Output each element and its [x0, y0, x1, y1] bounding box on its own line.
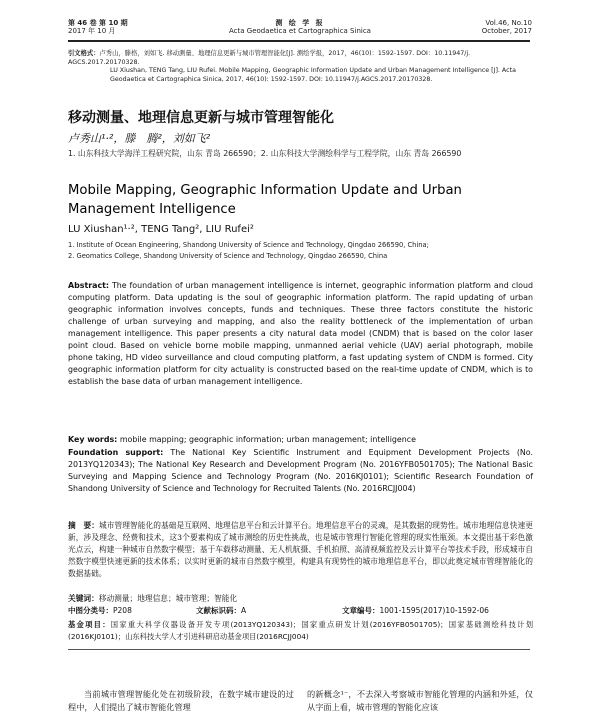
keywords-cn [68, 593, 533, 605]
foundation-en-label: Foundation support: [68, 448, 164, 457]
abstract-en [68, 280, 533, 388]
body-right-column: 的新概念¹⁻，不去深入考察城市智能化管理的内涵和外延，仅从字面上看，城市管理的智能化应该 [307, 689, 533, 712]
issue-date: 2017 年 10 月 [68, 27, 116, 35]
affiliation-en-2: 2. Geomatics College, Shandong University of Science and Technology, Qingdao 266590, China [68, 252, 388, 260]
article-label: 文章编号： [342, 606, 380, 615]
abstract-cn-label: 摘 要： [68, 521, 100, 530]
abstract-cn [68, 520, 533, 580]
body-left-column: 当前城市管理智能化处在初级阶段，在数字城市建设的过程中，人们提出了城市智能化管理 [68, 689, 294, 712]
citation-en: LU Xiushan, TENG Tang, LIU Rufei. Mobile Mapping, Geographic Information Update and Urban Management Intelligence [J]. Acta Geodaetica et Cartographica Sinica, 2017, 46(10): 1592-1597. DOI: 10.11947/j.AGCS.2017.20170328. [110, 67, 516, 83]
doc-value: A [241, 606, 247, 615]
citation-block [68, 50, 533, 84]
affiliation-en-1: 1. Institute of Ocean Engineering, Shandong University of Science and Technology, Qingdao 266590, China; [68, 241, 429, 249]
clc-label: 中图分类号： [68, 606, 113, 615]
title-en: Mobile Mapping, Geographic Information Update and Urban Management Intelligence [68, 183, 462, 217]
title-cn: 移动测量、地理信息更新与城市管理智能化 [68, 110, 334, 126]
keywords-en [68, 434, 533, 446]
article-value: 1001-1595(2017)10-1592-06 [379, 606, 489, 615]
affiliations-en [68, 240, 538, 262]
abstract-en-label: Abstract: [68, 281, 110, 290]
keywords-cn-label: 关键词： [68, 594, 99, 603]
abstract-cn-text: 城市管理智能化的基础是互联网、地理信息平台和云计算平台。地理信息平台的灵魂，是其数据的现势性。城市地理信息快速更新，涉及理念、经费和技术，这3个要素构成了城市测绘的历史性挑战，也是城市管理行智能化管理的现实性瓶颈。本文提出基于彩色激光点云，构建一种城市自然数字模型；基于车载移动测量、无人机航摄、手机拍照、高清视频监控及云计算平台等技术手段，形成城市自然数字模型快速更新的技术体系；以实时更新的城市自然数字模型，构建具有现势性的城市地理信息平台，即以此奠定城市管理智能化的数据基础。 [68, 521, 533, 578]
journal-name-en: Acta Geodaetica et Cartographica Sinica [229, 27, 371, 35]
document-code [196, 606, 246, 616]
abstract-en-text: The foundation of urban management intelligence is internet, geographic information platform and cloud computing platform. Data updating is the soul of geographic information platform. The rapid updating of urban geographic information involves concepts, funds and techniques. These three factors constitute the historic challenge of urban surveying and mapping, and also the reality bottleneck of the implementation of urban management intelligence. This paper presents a city natural data model (CNDM) that is based on the color laser point cloud. Based on vehicle borne mobile mapping, unmanned aerial vehicle (UAV) aerial photograph, mobile phone taking, HD video surveillance and cloud computing platform, a fast updating system of CNDM is formed. City geographic information platform for city actuality is constructed based on the real-time update of CNDM, which is to establish the base data of urban management intelligence. [68, 281, 533, 387]
citation-cn: 卢秀山，滕格，刘如飞. 移动测量、地理信息更新与城市管理智能化[J]. 测绘学报，2017，46(10)：1592-1597. DOI：10.11947/j. AGCS.2017.20170328. [68, 50, 471, 66]
foundation-en-text: The National Key Scientific Instrument and Equipment Development Projects (No. 2013YQ120343); The National Key Research and Development Program (No. 2016YFB0501705); The National Basic Surveying and Mapping Science and Technology Program (No. 2016KJ0101); Scientific Research Foundation of Shandong University of Science and Technology for Recruited Talents (No. 2016RCJJ004) [68, 448, 533, 494]
keywords-cn-text: 移动测量；地理信息；城市管理；智能化 [98, 594, 238, 603]
affiliations-cn: 1. 山东科技大学海洋工程研究院，山东 青岛 266590；2. 山东科技大学测绘科学与工程学院，山东 青岛 266590 [68, 149, 462, 158]
keywords-en-text: mobile mapping; geographic information; urban management; intelligence [117, 435, 416, 444]
header-rule [68, 40, 530, 42]
foundation-cn [68, 619, 533, 643]
date-en: October, 2017 [481, 27, 532, 35]
keywords-en-label: Key words: [68, 435, 118, 444]
foundation-cn-text: 国家重大科学仪器设备开发专项(2013YQ120343)；国家重点研发计划(2016YFB0501705)；国家基础测绘科技计划(2016KJ0101)；山东科技大学人才引进科研启动基金项目(2016RCJJ004) [68, 620, 533, 641]
foundation-en [68, 447, 533, 495]
body-rule [68, 649, 530, 650]
article-number [342, 606, 489, 616]
volume-en: Vol.46, No.10 [485, 19, 532, 27]
clc-number [68, 606, 132, 616]
citation-label: 引文格式： [68, 50, 100, 57]
authors-en: LU Xiushan¹·², TENG Tang², LIU Rufei² [68, 224, 254, 235]
clc-value: P208 [113, 606, 132, 615]
doc-label: 文献标识码： [196, 606, 241, 615]
authors-cn: 卢秀山¹·²，滕 腾²，刘如飞² [68, 132, 211, 145]
journal-name-cn: 测 绘 学 报 [275, 19, 325, 27]
volume-issue: 第 46 卷 第 10 期 [68, 19, 128, 27]
foundation-cn-label: 基金项目： [68, 620, 111, 629]
